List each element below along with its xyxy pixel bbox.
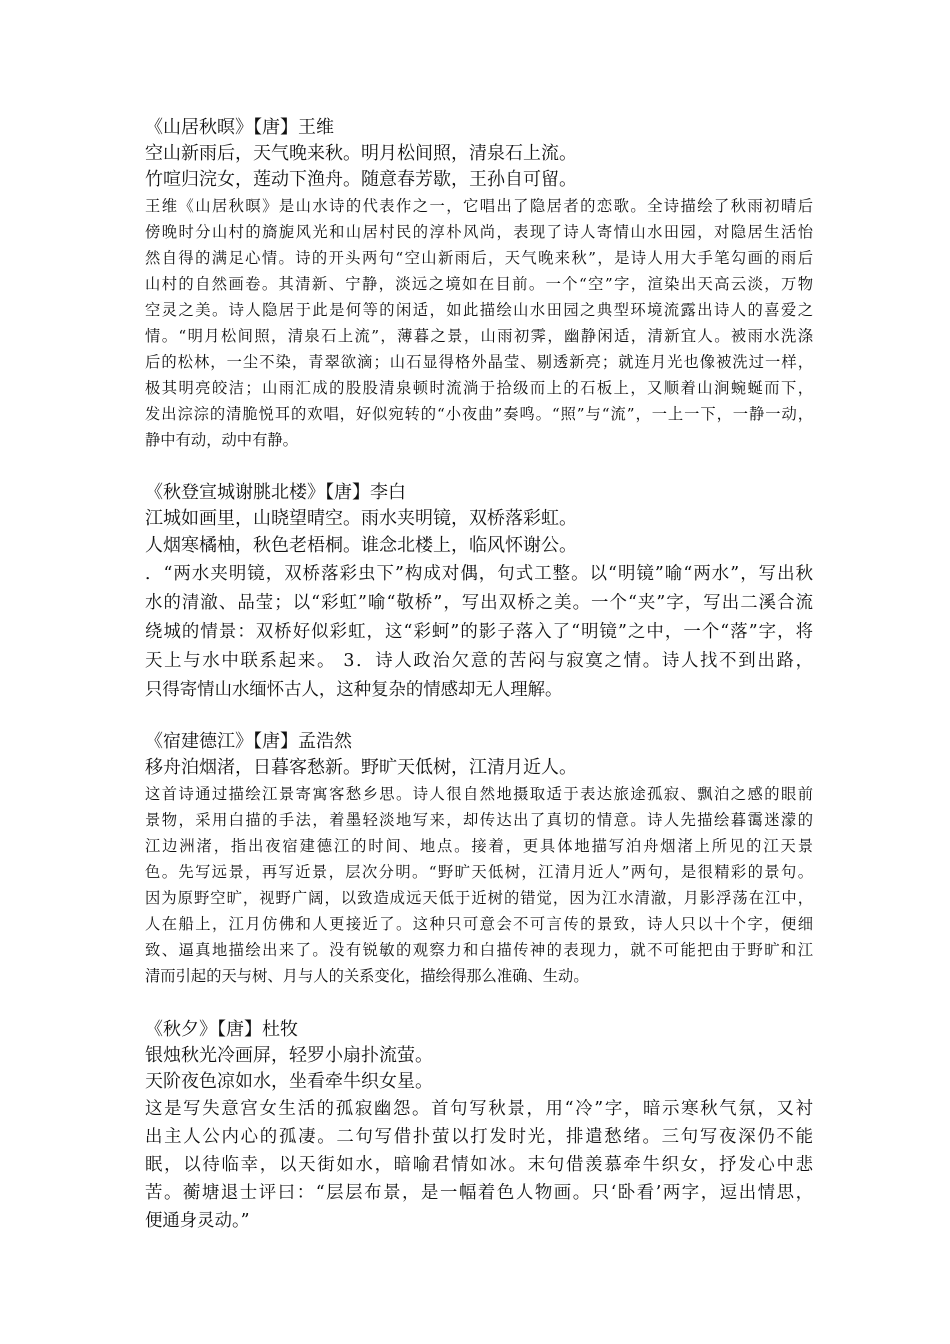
commentary-line: 色。先写远景，再写近景，层次分明。“野旷天低树，江清月近人”两句，是很精彩的景句。	[145, 863, 813, 881]
commentary-line: 发出淙淙的清脆悦耳的欢唱，好似宛转的“小夜曲”奏鸣。“照”与“流”，一上一下，一静一动，	[145, 405, 813, 423]
commentary-line: 然自得的满足心情。诗的开头两句“空山新雨后，天气晚来秋”，是诗人用大手笔勾画的雨后	[145, 249, 813, 267]
commentary-line: 空灵之美。诗人隐居于此是何等的闲适，如此描绘山水田园之典型环境流露出诗人的喜爱之	[145, 301, 813, 319]
commentary-line: 山村的自然画卷。其清新、宁静，淡远之境如在目前。一个“空”字，渲染出天高云淡，万物	[145, 275, 813, 293]
verse-line: 天阶夜色凉如水，坐看牵牛织女星。	[145, 1071, 433, 1092]
commentary-line: 景物，采用白描的手法，着墨轻淡地写来，却传达出了真切的情意。诗人先描绘暮霭迷濛的	[145, 811, 813, 829]
commentary-line: 出主人公内心的孤凄。二句写借扑萤以打发时光，排遣愁绪。三句写夜深仍不能	[145, 1127, 813, 1147]
verse-line: 银烛秋光冷画屏，轻罗小扇扑流萤。	[145, 1045, 433, 1066]
commentary-line: 眠，以待临幸，以天街如水，暗喻君情如冰。末句借羡慕牵牛织女，抒发心中悲	[145, 1155, 813, 1175]
commentary-line: 这首诗通过描绘江景寄寓客愁乡思。诗人很自然地摄取适于表达旅途孤寂、飘泊之感的眼前	[145, 785, 813, 803]
verse-line: 移舟泊烟渚，日暮客愁新。野旷天低树，江清月近人。	[145, 757, 577, 778]
verse-line: 空山新雨后，天气晚来秋。明月松间照，清泉石上流。	[145, 143, 577, 164]
poem-title: 《秋夕》【唐】杜牧	[145, 1019, 298, 1040]
commentary-line: 苦。蘅塘退士评曰：“层层布景，是一幅着色人物画。只‘卧看’两字，逗出情思，	[145, 1183, 813, 1203]
poem-title: 《秋登宣城谢朓北楼》【唐】李白	[145, 482, 406, 503]
commentary-line: 水的清澈、品莹；以“彩虹”喻“敬桥”，写出双桥之美。一个“夹”字，写出二溪合流	[145, 593, 813, 613]
verse-line: 人烟寒橘柚，秋色老梧桐。谁念北楼上，临风怀谢公。	[145, 535, 577, 556]
commentary-line: 极其明亮皎洁；山雨汇成的股股清泉顿时流淌于拾级而上的石板上，又顺着山涧蜿蜒而下，	[145, 379, 813, 397]
commentary-line: 清而引起的天与树、月与人的关系变化，描绘得那么准确、生动。	[145, 967, 589, 985]
commentary-line: 便通身灵动。”	[145, 1211, 250, 1231]
commentary-line: 只得寄情山水缅怀古人，这种复杂的情感却无人理解。	[145, 680, 563, 700]
poem-title: 《山居秋暝》【唐】王维	[145, 117, 334, 138]
commentary-line: 致、逼真地描绘出来了。没有锐敏的观察力和白描传神的表现力，就不可能把由于野旷和江	[145, 941, 813, 959]
commentary-line: 静中有动，动中有静。	[145, 431, 298, 449]
commentary-line: 天上与水中联系起来。 3．诗人政治欠意的苦闷与寂寞之情。诗人找不到出路，	[145, 651, 813, 671]
verse-line: 竹喧归浣女，莲动下渔舟。随意春芳歇，王孙自可留。	[145, 169, 577, 190]
commentary-line: 这是写失意宫女生活的孤寂幽怨。首句写秋景，用“冷”字，暗示寒秋气氛，又衬	[145, 1099, 813, 1119]
commentary-line: 情。“明月松间照，清泉石上流”，薄暮之景，山雨初霁，幽静闲适，清新宜人。被雨水洗涤	[145, 327, 813, 345]
commentary-line: ．“两水夹明镜，双桥落彩虫下”构成对偶，句式工整。以“明镜”喻“两水”，写出秋	[145, 564, 813, 584]
commentary-line: 后的松林，一尘不染，青翠欲滴；山石显得格外晶莹、剔透新亮；就连月光也像被洗过一样，	[145, 353, 813, 371]
commentary-line: 江边洲渚，指出夜宿建德江的时间、地点。接着，更具体地描写泊舟烟渚上所见的江天景	[145, 837, 813, 855]
verse-line: 江城如画里，山晓望晴空。雨水夹明镜，双桥落彩虹。	[145, 508, 577, 529]
commentary-line: 绕城的情景：双桥好似彩虹，这“彩蚵”的影子落入了“明镜”之中，一个“落”字，将	[145, 622, 813, 642]
commentary-line: 王维《山居秋暝》是山水诗的代表作之一，它唱出了隐居者的恋歌。全诗描绘了秋雨初晴后	[145, 197, 813, 215]
commentary-line: 人在船上，江月仿佛和人更接近了。这种只可意会不可言传的景致，诗人只以十个字，便细	[145, 915, 813, 933]
commentary-line: 傍晚时分山村的旖旎风光和山居村民的淳朴风尚，表现了诗人寄情山水田园，对隐居生活怡	[145, 223, 813, 241]
poem-title: 《宿建德江》【唐】孟浩然	[145, 731, 352, 752]
commentary-line: 因为原野空旷，视野广阔，以致造成远天低于近树的错觉，因为江水清澈，月影浮荡在江中，	[145, 889, 813, 907]
